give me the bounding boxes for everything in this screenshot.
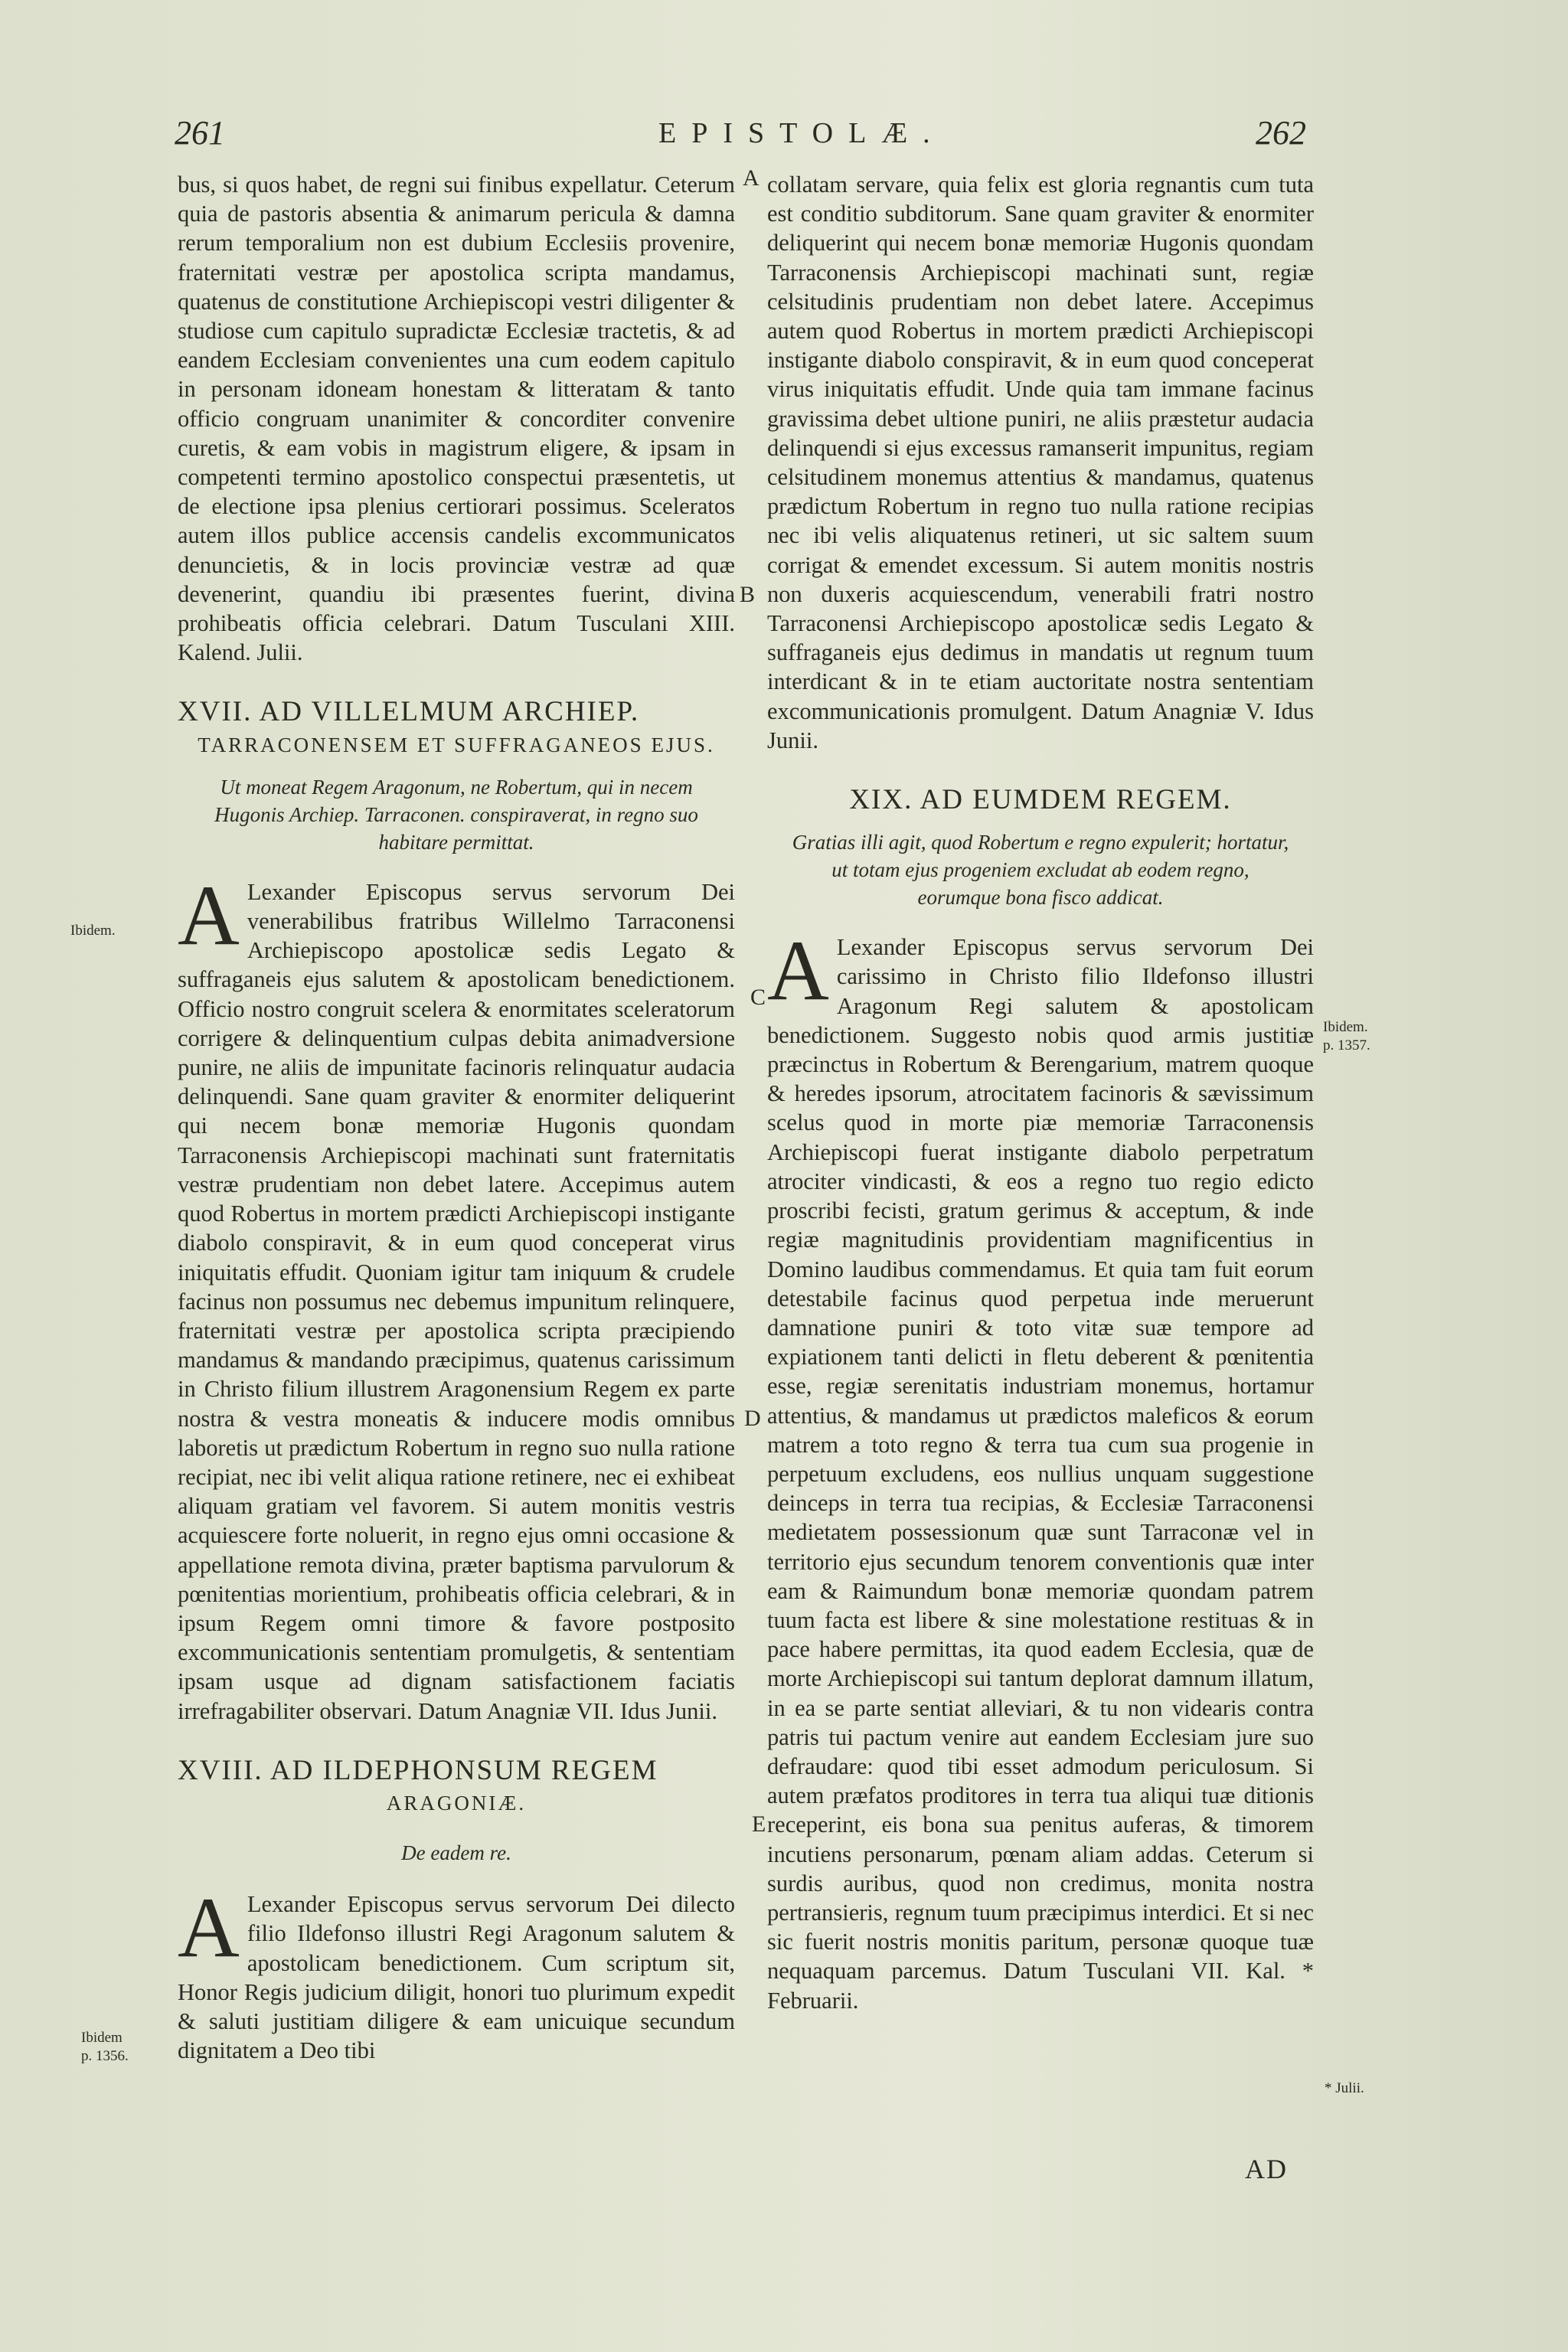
page-number-left: 261: [175, 114, 225, 152]
drop-cap: A: [178, 867, 240, 963]
margin-note-ibidem-1356: [81, 2029, 129, 2066]
letter-xvii-text: Lexander Episcopus servus servorum Dei venerabilibus fratribus Willelmo Tarraconensi Archiepiscopo apostolicæ sedis Legato & suffraganeis ejus salutem & apostolicam benedictionem. Officio nostro congruit scelera & enormitates sceleratorum corrigere & delinquentium culpas debita animadversione punire, ne aliis de impunitate facinoris relinquatur audacia delinquendi. Sane quam graviter & enormiter deliquerint qui necem bonæ memoriæ Hugonis quondam Tarraconensis Archiepiscopi machinati sunt fraternitatis vestræ prudentiam non debet latere. Accepimus autem quod Robertus in mortem prædicti Archiepiscopi instigante diabolo conspiravit, & in eum quod conceperat virus iniquitatis effudit. Quoniam igitur tam iniquum & crudele facinus non possumus nec debemus impunitum relinquere, fraternitati vestræ per apostolica scripta præcipiendo mandamus & mandando præcipimus, quatenus carissimum in Christo filium illustrem Aragonensium Regem ex parte nostra & vestra moneatis & inducere modis omnibus laboretis ut prædictum Robertum in regno suo nulla ratione recipiat, nec ibi velit aliqua ratione retinere, nec ei exhibeat aliquam gratiam vel favorem. Si autem monitis vestris acquiescere forte noluerit, in regno ejus omni occasione & appellatione remota divina, præter baptisma parvulorum & pœnitentias morientium, prohibeatis officia celebrari, & in ipsum Regem omni timore & favore postposito excommunicationis sententiam promulgetis, & sententiam ipsam usque ad dignam satisfactionem faciatis irrefragabiliter observari. Datum Anagniæ VII. Idus Junii.: [178, 878, 735, 1724]
letter-xviii-body: [178, 1880, 735, 2065]
margin-letter-e: E: [752, 1811, 766, 1837]
margin-note-line: p. 1357.: [1323, 1037, 1370, 1054]
running-head: [0, 113, 1568, 159]
letter-xviii-subtitle: ARAGONIÆ.: [386, 1791, 527, 1815]
margin-note-line: p. 1356.: [81, 2048, 129, 2064]
margin-note-ibidem: Ibidem.: [70, 923, 116, 939]
letter-xix-title: XIX. AD EUMDEM REGEM.: [849, 784, 1232, 816]
letter-xviii-title: XVIII. AD ILDEPHONSUM REGEM: [178, 1754, 658, 1786]
margin-note-line: Ibidem: [81, 2030, 122, 2046]
letter-xvii-subtitle: TARRACONENSEM ET SUFFRAGANEOS EJUS.: [198, 733, 715, 756]
catchword: AD: [1245, 2154, 1288, 2184]
drop-cap: A: [767, 923, 829, 1019]
margin-letter-b: B: [740, 582, 756, 607]
margin-letter-a: A: [743, 165, 760, 191]
letter-xix-body: [767, 923, 1314, 2015]
letter-xvii-title: XVII. AD VILLELMUM ARCHIEP.: [178, 696, 640, 728]
letter-xix-summary: Gratias illi agit, quod Robertum e regno expulerit; hortatur, ut totam ejus progeniem excludat ab eodem regno, eorumque bona fisco addicat.: [792, 831, 1289, 910]
margin-note-ibidem-1357: [1323, 1018, 1370, 1055]
letter-xvi-continuation: bus, si quos habet, de regni sui finibus expellatur. Ceterum quia de pastoris absentia & animarum pericula & damna rerum temporalium non est dubium Ecclesiis provenire, fraternitati vestræ per apostolica scripta mandamus, quatenus de constitutione Archiepiscopi vestri diligenter & studiose cum capitulo supradictæ Ecclesiæ tractetis, & ad eandem Ecclesiam convenientes una cum eodem capitulo in personam idoneam honestam & litteratam & tanto officio congruam unanimiter & concorditer convenire curetis, & eam vobis in magistrum eligere, & ipsam in competenti termino apostolico conspectui præsentetis, ut de electione ipsa plenius certiorari possimus. Sceleratos autem illos publice accensis candelis excommunicatos denuncietis, & in locis provinciæ vestræ ad quæ devenerint, quandiu ibi præsentes fuerint, divina prohibeatis officia celebrari. Datum Tusculani XIII. Kalend. Julii.: [178, 172, 735, 666]
letter-xix-text: Lexander Episcopus servus servorum Dei carissimo in Christo filio Ildefonso illustri Aragonum Regi salutem & apostolicam benedictionem. Suggesto nobis quod armis justitiæ præcinctus in Robertum & Berengarium, matrem quoque & heredes ipsorum, atrocitatem facinoris & sævissimum scelus quod in morte piæ memoriæ Tarraconensis Archiepiscopi fuerat instigante diabolo perpetratum atrociter vindicasti, & eos a regno tuo regio edicto proscribi fecisti, gratum gerimus & acceptum, & inde regiæ magnitudinis providentiam magnificentius in Domino laudibus commendamus. Et quia tam fuit eorum detestabile facinus quod perpetua inde meruerunt damnatione puniri & toto vitæ suæ tempore ad expiationem tanti delicti in fletu deberent & pœnitentia esse, regiæ serenitatis industriam monemus, hortamur attentius, & mandamus ut prædictos maleficos & eorum matrem a toto regno & terra tua cum sua progenie in perpetuum excludens, eos nullius unquam suggestione deinceps in terra tua recipias, & Ecclesiæ Tarraconensi medietatem possessionum quæ sunt Tarraconæ vel in territorio ejus secundum tenorem conventionis quæ inter eam & Raimundum bonæ memoriæ quondam patrem tuum facta est libere & sine molestatione restituas & in pace habere permittas, ita quod eadem Ecclesia, quæ de morte Archiepiscopi sui tantum deplorat damnum illatum, in ea se parte sentiat alleviari, & tu non videaris contra patris tui pactum venire aut eandem Ecclesiam jure suo defraudare: quod tibi esset admodum periculosum. Si autem præfatos proditores in terra tua aliqui tuæ ditionis receperint, eis bona sua penitus auferas, & timorem incutiens personarum, pœnam aliam addas. Ceterum si surdis auribus, quod non credimus, monita nostra pertransieris, regnum tuum præcipimus interdici. Et si nec sic fuerit nostris monitis paritum, personæ quoque tuæ nequaquam parcemus. Datum Tusculani VII. Kal. * Februarii.: [767, 934, 1314, 2014]
running-title: EPISTOLÆ.: [658, 117, 946, 149]
letter-xvii-summary: Ut moneat Regem Aragonum, ne Robertum, qui in necem Hugonis Archiep. Tarraconen. conspiraverat, in regno suo habitare permittat.: [214, 775, 698, 854]
left-column: [178, 170, 735, 2065]
letter-xviii-text: Lexander Episcopus servus servorum Dei dilecto filio Ildefonso illustri Regi Aragonum salutem & apostolicam benedictionem. Cum scriptum sit, Honor Regis judicium diligit, honori tuo plurimum expedit & saluti justitiam diligere & eam unicuique secundum dignitatem a Deo tibi: [178, 1891, 735, 2064]
letter-xvii-body: [178, 867, 735, 1726]
letter-xviii-continuation: collatam servare, quia felix est gloria regnantis cum tuta est conditio subditorum. Sane quam graviter & enormiter deliquerint qui necem bonæ memoriæ Hugonis quondam Tarraconensis Archiepiscopi machinati sunt, regiæ celsitudinis prudentiam non debet latere. Accepimus autem quod Robertus in mortem prædicti Archiepiscopi instigante diabolo conspiravit, & in eum quod conceperat virus iniquitatis effudit. Unde quia tam immane facinus gravissima debet ultione puniri, ne aliis præstetur audacia delinquendi si ejus excessus ramanserit impunitus, regiam celsitudinem monemus attentius & mandamus, quatenus prædictum Robertum in regno tuo nulla ratione recipias nec ibi velis aliquatenus retineri, ut sic saltem suum corrigat & emendet excessum. Si autem monitis nostris non duxeris acquiescendum, venerabili fratri nostro Tarraconensi Archiepiscopo apostolicæ sedis Legato & suffraganeis ejus dedimus in mandatis ut regnum tuum interdicant & in te etiam auctoritate nostra sententiam excommunicationis promulgent. Datum Anagniæ V. Idus Junii.: [767, 172, 1314, 753]
letter-xviii-summary: De eadem re.: [401, 1841, 511, 1865]
right-column: [767, 170, 1314, 2015]
margin-letter-d: D: [744, 1406, 761, 1431]
margin-note-julii: * Julii.: [1325, 2080, 1364, 2096]
margin-note-line: Ibidem.: [1323, 1019, 1368, 1035]
margin-letter-c: C: [750, 985, 766, 1010]
page-number-right: 262: [1256, 114, 1306, 152]
drop-cap: A: [178, 1880, 240, 1976]
